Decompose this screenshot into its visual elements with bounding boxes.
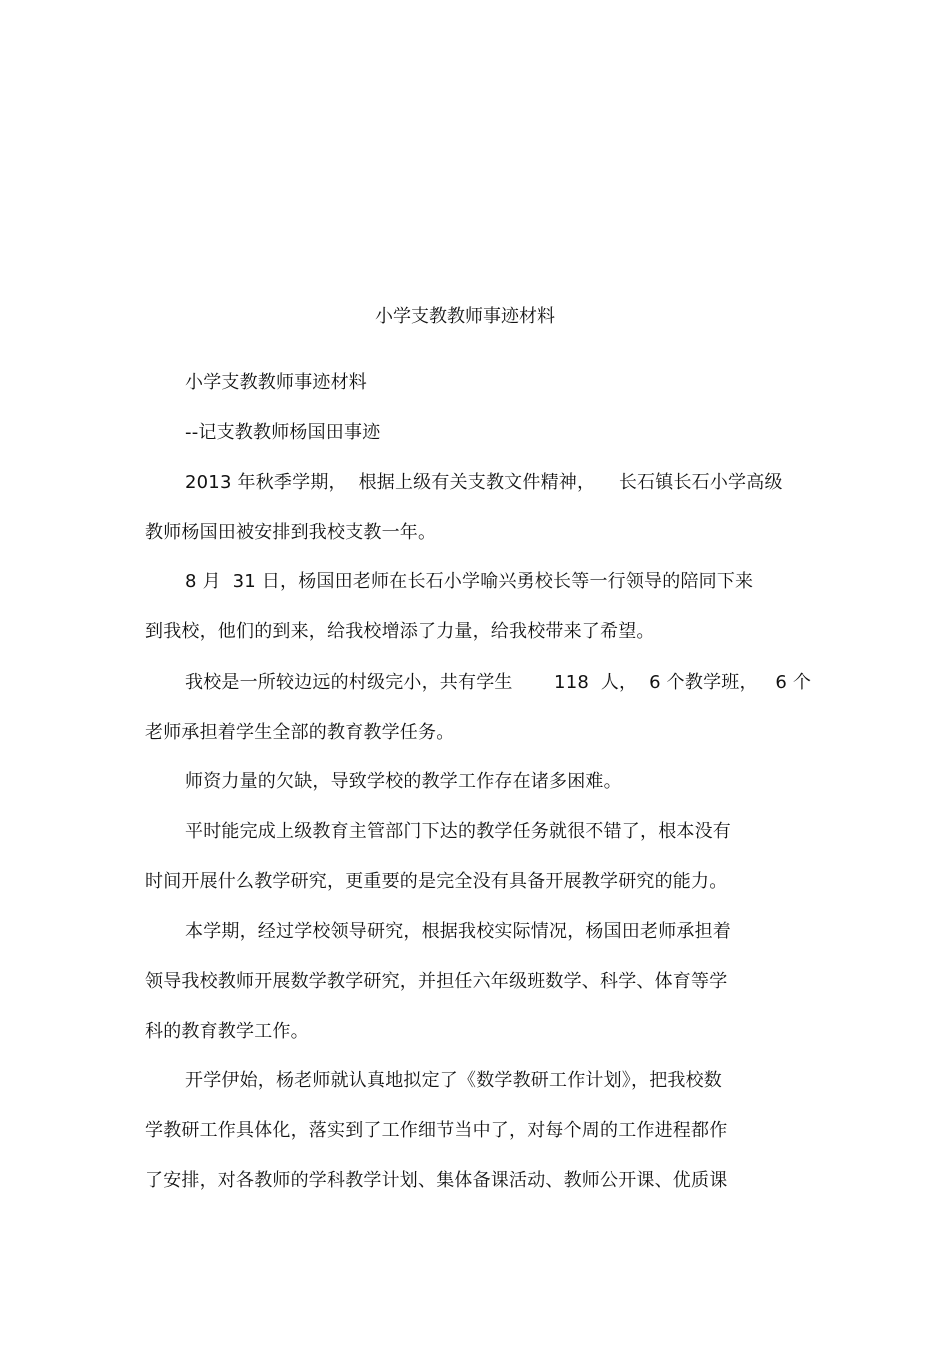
paragraph-line: 本学期，经过学校领导研究，根据我校实际情况，杨国田老师承担着 [185, 921, 731, 942]
paragraph-line: 开学伊始，杨老师就认真地拟定了《数学教研工作计划》，把我校数 [185, 1070, 722, 1091]
subtitle-line: --记支教教师杨国田事迹 [185, 422, 381, 443]
paragraph-line: 学教研工作具体化，落实到了工作细节当中了，对每个周的工作进程都作 [145, 1120, 728, 1141]
paragraph-line: 科的教育教学工作。 [145, 1021, 309, 1042]
paragraph-line: 到我校，他们的到来，给我校增添了力量，给我校带来了希望。 [145, 621, 655, 642]
paragraph-line: 了安排，对各教师的学科教学计划、集体备课活动、教师公开课、优质课 [145, 1170, 728, 1191]
paragraph-line: 老师承担着学生全部的教育教学任务。 [145, 722, 455, 743]
paragraph-line: 平时能完成上级教育主管部门下达的教学任务就很不错了，根本没有 [185, 821, 731, 842]
subtitle-line: 小学支教教师事迹材料 [185, 372, 367, 393]
paragraph-line: 8 月 31 日，杨国田老师在长石小学喻兴勇校长等一行领导的陪同下来 [185, 571, 754, 592]
document-title: 小学支教教师事迹材料 [375, 306, 555, 327]
paragraph-line: 2013 年秋季学期， 根据上级有关支教文件精神， 长石镇长石小学高级 [185, 472, 783, 493]
paragraph-line: 领导我校教师开展数学教学研究，并担任六年级班数学、科学、体育等学 [145, 971, 728, 992]
paragraph-line: 师资力量的欠缺，导致学校的教学工作存在诸多困难。 [185, 771, 622, 792]
paragraph-line: 我校是一所较边远的村级完小，共有学生 118 人， 6 个教学班， 6 个 [185, 672, 812, 693]
paragraph-line: 时间开展什么教学研究，更重要的是完全没有具备开展教学研究的能力。 [145, 871, 728, 892]
paragraph-line: 教师杨国田被安排到我校支教一年。 [145, 522, 437, 543]
